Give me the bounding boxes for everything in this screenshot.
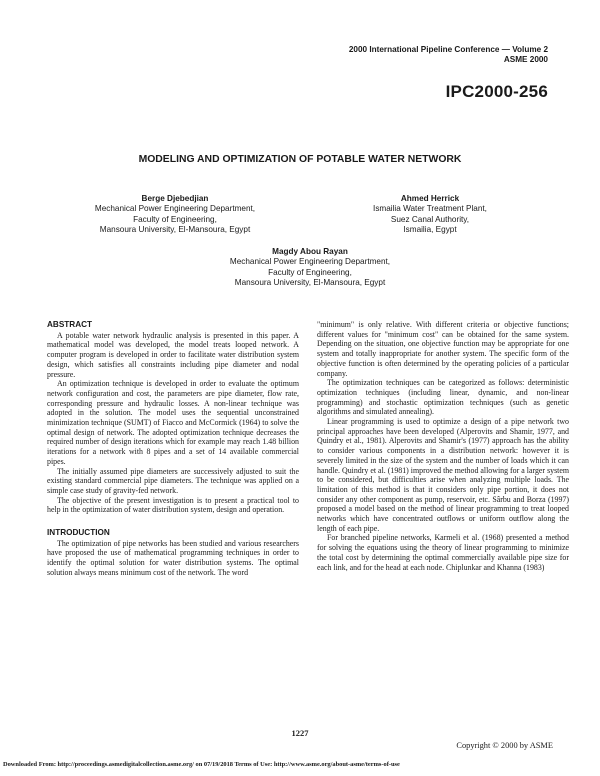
author-name: Ahmed Herrick <box>400 194 460 203</box>
author-affiliation-line: Faculty of Engineering, <box>133 214 217 224</box>
author-block-2 <box>320 194 540 236</box>
body-paragraph: "minimum" is only relative. With different criteria or objective functions; different values for "minimum cost" can be obtained for the same system. Depending on the situation, one objective function may be appropriate for one system and totally inappropriate for another system. The specific form of the objective function is often determined by the operating policies of a particular company. <box>317 320 569 378</box>
introduction-heading: INTRODUCTION <box>47 528 110 538</box>
author-name: Magdy Abou Rayan <box>272 247 348 256</box>
author-affiliation-line: Mansoura University, El-Mansoura, Egypt <box>234 278 386 288</box>
body-paragraph: For branched pipeline networks, Karmeli et al. (1968) presented a method for solving the equations using the theory of linear programming to minimize the total cost by determining the optimal commercially available pipe size for each link, and for the head at each node. Chiplunkar and Khanna (1983) <box>317 533 569 572</box>
body-paragraph: The optimization techniques can be categorized as follows: deterministic optimization techniques (including linear, dynamic, and non-linear programming) and stochastic optimization techniques (such as genetic algorithms and simulated annealing). <box>317 378 569 417</box>
abstract-paragraph: The initially assumed pipe diameters are successively adjusted to suit the existing standard commercial pipe diameters. The technique was applied on a simple case study of gravity-fed network. <box>47 466 299 495</box>
conference-name: 2000 International Pipeline Conference — Volume 2 <box>348 45 548 54</box>
author-block-1 <box>75 194 275 236</box>
paper-id: IPC2000-256 <box>445 82 548 101</box>
right-column <box>317 320 569 572</box>
left-column <box>47 320 299 578</box>
conference-header <box>349 45 548 65</box>
author-affiliation-line: Faculty of Engineering, <box>268 267 352 277</box>
page-number: 1227 <box>291 728 309 738</box>
introduction-paragraph: The optimization of pipe networks has been studied and various researchers have proposed the use of mathematical programming techniques in order to identify the optimal solution for water distribution systems. The optimal solution always means minimum cost of the network. The word <box>47 538 299 577</box>
download-notice: Downloaded From: http://proceedings.asmedigitalcollection.asme.org/ on 07/19/2018 Terms of Use: http://www.asme.org/about-asme/terms-of-use <box>3 761 400 768</box>
author-name: Berge Djebedjian <box>141 194 209 203</box>
author-affiliation-line: Mechanical Power Engineering Department, <box>229 257 391 267</box>
author-affiliation-line: Suez Canal Authority, <box>390 214 470 224</box>
author-affiliation-line: Mansoura University, El-Mansoura, Egypt <box>99 225 251 235</box>
author-affiliation-line: Mechanical Power Engineering Department, <box>94 204 256 214</box>
paper-title: MODELING AND OPTIMIZATION OF POTABLE WATER NETWORK <box>138 154 462 165</box>
body-paragraph: Linear programming is used to optimize a design of a pipe network two principal approaches have been developed (Alperovits and Shamir, 1977, and Quindry et al., 1981). Alperovits and Shamir's (1977) approach has the ability to consider various components in a distribution network: however it is severely limited in the size of the system and the number of loads which it can handle. Quindry et al. (1981) improved the method allowing for a larger system to be considered, but difficulties arise when analyzing multiple loads. The limitation of this method is that it considers only pipe portion, it does not consider any other component as pump, reservoir, etc. Sârbu and Borza (1997) proposed a model based on the method of linear programming to treat looped networks which have concentrated outflows or uniform outflow along the length of each pipe. <box>317 417 569 533</box>
abstract-paragraph: The objective of the present investigation is to present a practical tool to help in the optimization of water distribution system, design and operation. <box>47 495 299 515</box>
publisher: ASME 2000 <box>503 55 548 64</box>
copyright-notice: Copyright © 2000 by ASME <box>456 741 553 750</box>
abstract-paragraph: A potable water network hydraulic analysis is presented in this paper. A mathematical model was developed, the model treats looped network. A computer program is developed in order to facilitate water distribution system design, which satisfies all constraints including pipe diameter and nodal pressure. <box>47 330 299 379</box>
abstract-paragraph: An optimization technique is developed in order to evaluate the optimum network configuration and cost, the parameters are pipe diameter, flow rate, corresponding pressure and hydraulic losses. A non-linear technique was adopted in the solution. The model uses the sequential unconstrained minimization technique (SUMT) of Fiacco and McCormick (1964) to solve the optimal design of network. The adopted optimization technique decreases the required number of design iterations which for example may reach 1.48 billion iterations for a network with 8 pipes and a set of 14 available commercial pipes. <box>47 379 299 466</box>
author-affiliation-line: Ismailia, Egypt <box>403 225 457 235</box>
abstract-heading: ABSTRACT <box>47 320 93 329</box>
author-affiliation-line: Ismailia Water Treatment Plant, <box>373 204 487 214</box>
author-block-3 <box>190 247 430 289</box>
